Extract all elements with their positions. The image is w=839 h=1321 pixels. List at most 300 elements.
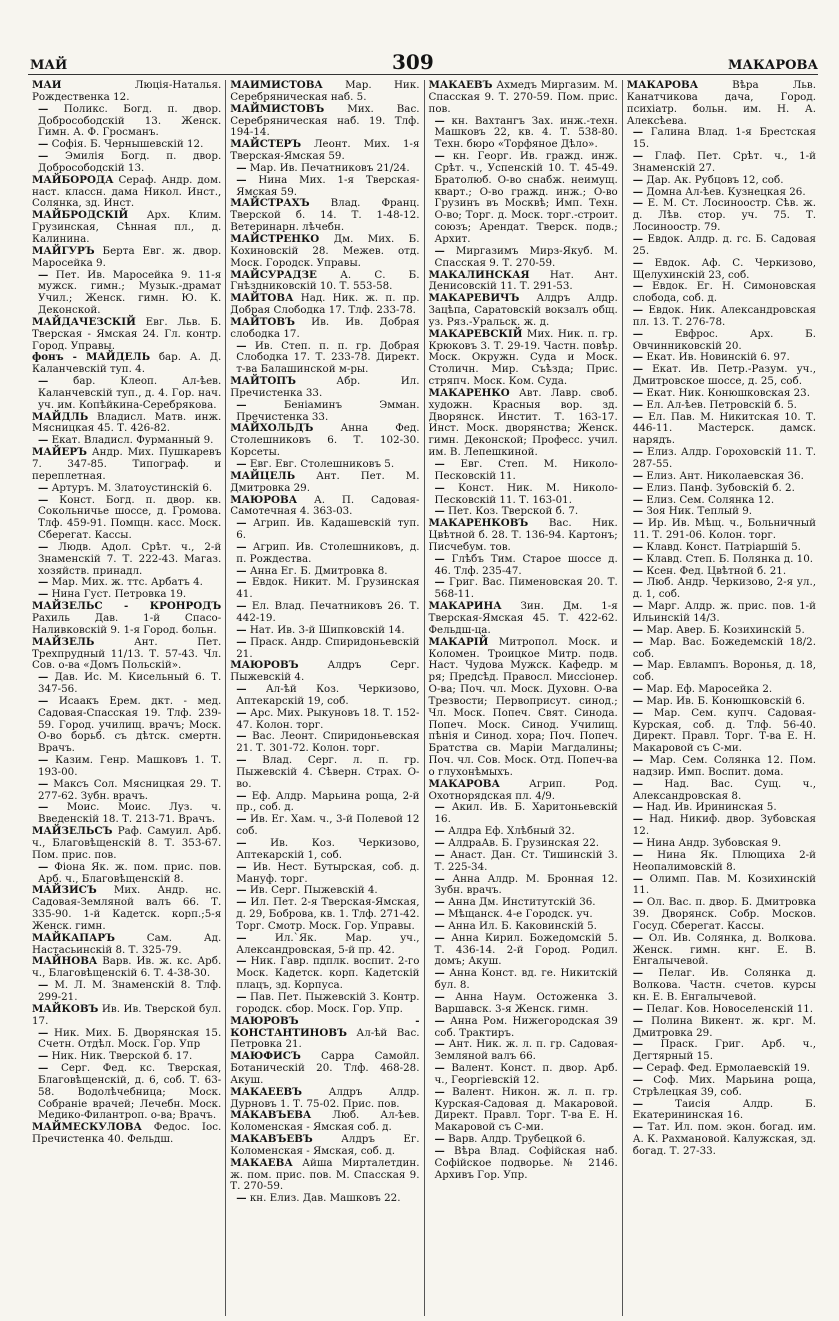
entry-details: Сам. Ад. Настасьинскій 8. Т. 325-79. bbox=[32, 931, 222, 956]
entry-surname: — bbox=[38, 694, 49, 707]
entry-details: Митропол. Моск. и Коломен. Троицкое Митр. подв. Наст. Чудова Мужск. Кафедр. м ря; Предсѣд. Правосл. Миссіонер. О-ва; Поч. чл. Моск. Духовн. О-ва Трезвости; Первоприсут. синод.; Чл. Моск. Попеч. Свят. Синода. Попеч. Моск. Синод. Училищ. пѣнія и Синод. хора; Поч. Попеч. Братства св. Маріи Магдалины; Поч. чл. Сов. Моск. Отд. Попеч-ва о глухонѣмыхъ. bbox=[428, 635, 618, 778]
entry-surname: — bbox=[434, 872, 445, 885]
entry-surname: МАЙМИСТОВА bbox=[230, 80, 323, 91]
directory-entry bbox=[429, 933, 618, 969]
directory-entry bbox=[32, 672, 221, 696]
directory-entry bbox=[230, 1087, 419, 1111]
directory-entry bbox=[32, 755, 221, 779]
entry-details: Клавд. Степ. Б. Полянка д. 10. bbox=[646, 552, 814, 565]
entry-surname: МАЙНОВА bbox=[32, 955, 98, 968]
entry-surname: — bbox=[38, 671, 49, 684]
entry-surname: — bbox=[38, 1050, 49, 1063]
directory-entry bbox=[230, 897, 419, 933]
entry-surname: — bbox=[434, 967, 445, 980]
directory-entry bbox=[32, 104, 221, 140]
entry-details: Людв. Адол. Срѣт. ч., 2-й Знаменскій 7. Т. 222-43. Магаз. хозяйств. принадл. bbox=[38, 540, 222, 577]
directory-entry bbox=[230, 814, 419, 838]
entry-surname: — bbox=[632, 232, 644, 245]
entry-details: Ел. Пав. М. Никитская 10. Т. 446-11. Мастерск. дамск. нарядъ. bbox=[632, 410, 816, 447]
entry-details: Айша Мирталетдин. ж. пом. прис. пов. М. Спасская 9. Т. 270-59. bbox=[230, 1156, 420, 1193]
entry-details: Вѣра Влад. Софійская наб. Софійское подворье. № 2146. Архивъ Гор. Упр. bbox=[434, 1144, 618, 1181]
entry-surname: — bbox=[632, 469, 644, 482]
directory-entry bbox=[429, 874, 618, 898]
entry-details: Над. Ник. ж. п. пр. Добрая Слободка 17. Тлф. 233-78. bbox=[230, 292, 420, 317]
directory-entry bbox=[230, 838, 419, 862]
entry-surname: — bbox=[632, 505, 644, 518]
directory-entry bbox=[429, 483, 618, 507]
entry-surname: — bbox=[632, 398, 644, 411]
entry-surname: — bbox=[632, 1121, 644, 1134]
entry-surname: — bbox=[632, 837, 644, 849]
entry-surname: МАЙТОПЪ bbox=[230, 375, 296, 388]
entry-details: Исаакъ Ерем. дкт. - мед. Садовая-Спасская 19. Тлф. 239-59. Город. училищ. врачъ; Моск. О-во борьб. съ дѣтск. смертн. Врачъ. bbox=[38, 694, 222, 755]
directory-entry bbox=[230, 542, 419, 566]
entry-surname: МАЙ bbox=[32, 80, 62, 91]
directory-entry bbox=[230, 376, 419, 400]
directory-entry bbox=[230, 1193, 419, 1205]
entry-surname: фонъ - МАЙДЕЛЬ bbox=[32, 351, 151, 364]
directory-entry bbox=[627, 305, 816, 329]
entry-details: Сераф. Андр. дом. наст. классн. дама Никол. Инст., Солянка, зд. Инст. bbox=[32, 173, 222, 210]
directory-entry bbox=[32, 80, 221, 104]
directory-entry bbox=[429, 637, 618, 779]
entry-details: Нина Густ. Петровка 19. bbox=[51, 588, 187, 601]
entry-details: Валент. Никон. ж. л. п. гр. Курская-Садовая д. Макаровой. Директ. Правл. Торг. Т-ва Е. Н. Макаровой съ С-ми. bbox=[434, 1085, 618, 1134]
entry-surname: МАКАРЕНКО bbox=[428, 386, 510, 399]
entry-surname: — bbox=[632, 576, 644, 589]
column-3 bbox=[425, 80, 623, 1316]
entry-details: Дм. Мих. Б. Кохиновскій 28. Межев. отд. Моск. Городск. Управы. bbox=[230, 232, 420, 269]
entry-details: Ол. Ив. Солянка, д. Волкова. Женск. гимн. кнг. Е. В. Енгалычевой. bbox=[632, 931, 816, 968]
entry-details: Нина Як. Плющиха 2-й Неопалимовскій 8. bbox=[632, 848, 816, 873]
directory-entry bbox=[627, 1075, 816, 1099]
entry-details: Моис. Моис. Луз. ч. Введенскій 18. Т. 213-71. Врачъ. bbox=[38, 801, 222, 826]
entry-surname: МАКАРЕВСКІЙ bbox=[428, 327, 523, 340]
entry-surname: — bbox=[434, 837, 445, 849]
entry-details: Над. Никиф. двор. Зубовская 12. bbox=[632, 813, 816, 838]
entry-details: Алдръ Серг. Пыжевскій 4. bbox=[230, 659, 420, 684]
directory-entry bbox=[429, 246, 618, 270]
directory-entry bbox=[429, 992, 618, 1016]
entry-surname: — bbox=[434, 150, 445, 163]
entry-details: АлдраАв. Б. Грузинская 22. bbox=[448, 837, 600, 849]
entry-surname: — bbox=[236, 517, 247, 530]
entry-surname: — bbox=[38, 138, 49, 151]
entry-surname: МАЙТОВА bbox=[230, 292, 294, 305]
entry-details: Поликс. Богд. п. двор. Добросободскій 13. Женск. Гимн. А. Ф. Гросманъ. bbox=[38, 102, 222, 139]
entry-details: Екат. Ив. Петр.-Разум. уч., Дмитровское шоссе, д. 25, соб. bbox=[632, 363, 816, 388]
entry-details: Пелаг. Ков. Новоселенскій 11. bbox=[646, 1002, 814, 1015]
entry-surname: — bbox=[632, 493, 644, 506]
entry-surname: — bbox=[632, 351, 644, 364]
entry-details: Марг. Алдр. ж. прис. пов. 1-й Ильинскій 14/3. bbox=[632, 600, 816, 624]
entry-details: Ив. Ив. Тверской бул. 17. bbox=[32, 1002, 222, 1027]
entry-surname: — bbox=[632, 1097, 644, 1110]
entry-surname: МАЮРОВЪ - КОНСТАНТИНОВЪ bbox=[230, 1014, 420, 1039]
entry-details: Праск. Андр. Спиридоньевскій 21. bbox=[236, 635, 420, 660]
directory-entry bbox=[627, 637, 816, 661]
entry-surname: — bbox=[236, 635, 247, 648]
directory-entry bbox=[429, 518, 618, 554]
entry-surname: — bbox=[236, 173, 247, 186]
column-1 bbox=[28, 80, 226, 1316]
entry-surname: — bbox=[434, 552, 445, 565]
entry-surname: — bbox=[236, 398, 247, 411]
entry-surname: — bbox=[38, 1062, 49, 1075]
entry-details: Евг. Евг. Столешниковъ 5. bbox=[249, 458, 395, 470]
entry-surname: МАЙБОРОДА bbox=[32, 173, 114, 186]
entry-details: Мѣщанск. 4-е Городск. уч. bbox=[448, 908, 593, 921]
entry-surname: МАЙДЛЬ bbox=[32, 410, 89, 423]
entry-surname: — bbox=[434, 825, 445, 838]
directory-entry bbox=[32, 933, 221, 957]
entry-details: Нат. Ант. Денисовскій 11. Т. 291-53. bbox=[428, 268, 618, 293]
entry-details: кн. Георг. Ив. гражд. инж. Срѣт. ч., Успенскій 10. Т. 45-49. Братолюб. О-во снабж. неимущ. кварт.; О-во гражд. инж.; О-во Грузинъ въ Москвѣ; Имп. Техн. О-во; Торг. д. Моск. торг.-строит. союзъ; Арендат. Тверск. подв.; Архит. bbox=[434, 150, 618, 245]
entry-surname: — bbox=[632, 813, 644, 826]
entry-surname: — bbox=[434, 801, 445, 814]
directory-entry bbox=[230, 495, 419, 519]
entry-surname: — bbox=[632, 446, 644, 459]
entry-surname: МАКАВЪЕВЪ bbox=[230, 1133, 313, 1146]
entry-details: Мар. Евлампъ. Воронья, д. 18, соб. bbox=[632, 659, 816, 684]
directory-entry bbox=[429, 80, 618, 116]
entry-surname: МАЮРОВА bbox=[230, 493, 298, 506]
entry-surname: — bbox=[434, 458, 445, 470]
entry-details: Ив. Степ. п. п. гр. Добрая Слободка 17. Т. 233-78. Директ. т-ва Балашинской м-ры. bbox=[236, 339, 420, 376]
directory-entry bbox=[32, 637, 221, 673]
entry-details: Елиз. Сем. Солянка 12. bbox=[646, 493, 775, 506]
entry-surname: МАЙКАПАРЪ bbox=[32, 931, 115, 944]
directory-entry bbox=[627, 1099, 816, 1123]
page-number: 309 bbox=[392, 50, 434, 74]
entry-details: Елиз. Ант. Николаевская 36. bbox=[646, 469, 804, 482]
entry-surname: — bbox=[38, 268, 49, 281]
entry-details: Софія. Б. Чернышевскій 12. bbox=[51, 138, 204, 151]
directory-entry bbox=[230, 1158, 419, 1194]
directory-entry bbox=[32, 412, 221, 436]
entry-details: Таисія Алдр. Б. Екатерининская 16. bbox=[632, 1097, 816, 1122]
entry-details: бар. А. Д. Каланчевскій туп. 4. bbox=[32, 351, 222, 376]
entry-surname: МАКАЕВА bbox=[230, 1156, 293, 1169]
entry-surname: — bbox=[236, 990, 247, 1003]
directory-entry bbox=[429, 779, 618, 803]
directory-entry bbox=[230, 341, 419, 377]
directory-entry bbox=[627, 329, 816, 353]
entry-details: Агрип. Ив. Кадашевскій туп. 6. bbox=[236, 517, 420, 542]
directory-entry bbox=[230, 234, 419, 270]
entry-surname: МАКАРОВА bbox=[626, 80, 699, 91]
entry-details: Казим. Генр. Машковъ 1. Т. 193-00. bbox=[38, 754, 222, 778]
entry-details: Алдра Еф. Хлѣбный 32. bbox=[448, 825, 575, 838]
entry-details: А. П. Садовая-Самотечная 4. 363-03. bbox=[230, 493, 420, 518]
entry-surname: МАЙЕРЪ bbox=[32, 446, 87, 459]
directory-entry bbox=[429, 116, 618, 152]
directory-entry bbox=[32, 980, 221, 1004]
entry-surname: МАКАРІЙ bbox=[428, 635, 489, 648]
directory-entry bbox=[32, 1004, 221, 1028]
entry-details: Авт. Лавр. своб. художн. Красныя вор. зд. Дворянск. Инстит. Т. 163-17. Инст. Моск. дворянства; Женск. гимн. Деконской; Професс. учил. им. В. Лепешкиной. bbox=[428, 386, 618, 459]
entry-details: Мар. Ник. Серебряническая наб. 5. bbox=[230, 80, 420, 103]
page-header bbox=[0, 0, 839, 78]
entry-details: Глѣбъ Тим. Старое шоссе д. 46. Тлф. 235-47. bbox=[434, 552, 618, 577]
entry-details: Ил. Пет. 2-я Тверская-Ямская, д. 29, Боброва, кв. 1. Тлф. 271-42. Торг. Смотр. Моск. Гор. Управы. bbox=[236, 896, 420, 932]
entry-details: Праск. Григ. Арб. ч., Дегтярный 15. bbox=[632, 1038, 816, 1063]
entry-surname: — bbox=[434, 931, 445, 944]
directory-entry bbox=[230, 862, 419, 886]
directory-entry bbox=[429, 601, 618, 637]
entry-details: Мар. Сем. купч. Садовая-Курская, соб. д. Тлф. 56-40. Директ. Правл. Торг. Т-ва Е. Н. Макаровой съ С-ми. bbox=[632, 706, 816, 755]
entry-surname: МАКАЕВЪ bbox=[428, 80, 493, 91]
entry-surname: — bbox=[434, 919, 445, 932]
entry-surname: — bbox=[236, 600, 247, 613]
directory-entry bbox=[429, 577, 618, 601]
directory-entry bbox=[32, 696, 221, 755]
entry-details: Мар. Мих. ж. ттс. Арбатъ 4. bbox=[51, 576, 203, 589]
entry-surname: — bbox=[38, 434, 49, 447]
directory-entry bbox=[230, 518, 419, 542]
entry-details: Арх. Клим. Грузинская, Сѣнная пл., д. Калинина. bbox=[32, 209, 222, 245]
entry-details: Ант. Ник. ж. л. п. гр. Садовая-Земляной валъ 66. bbox=[434, 1038, 618, 1063]
entry-surname: — bbox=[236, 683, 247, 696]
entry-details: Анна Конст. вд. ге. Никитскій бул. 8. bbox=[434, 967, 618, 992]
entry-details: Зоя Ник. Теплый 9. bbox=[646, 505, 753, 518]
directory-entry bbox=[627, 364, 816, 388]
entry-surname: — bbox=[632, 173, 644, 186]
entry-surname: — bbox=[236, 896, 247, 909]
entry-surname: — bbox=[38, 481, 49, 494]
entry-surname: — bbox=[632, 327, 644, 340]
directory-entry bbox=[429, 802, 618, 826]
entry-details: Раф. Самуил. Арб. ч., Благовѣщенскій 8. Т. 353-67. Пом. прис. пов. bbox=[32, 825, 222, 861]
entry-surname: — bbox=[38, 979, 49, 992]
entry-details: Беніаминъ Эмман. Пречистенка 33. bbox=[236, 398, 420, 423]
directory-entry bbox=[230, 423, 419, 459]
entry-details: Ив. Серг. Пыжевскій 4. bbox=[249, 884, 378, 897]
directory-entry bbox=[32, 495, 221, 542]
entry-details: Клавд. Конст. Патріаршій 5. bbox=[646, 540, 801, 553]
entry-surname: — bbox=[236, 789, 247, 802]
entry-surname: МАЙХОЛЬДЪ bbox=[230, 422, 314, 435]
entry-surname: — bbox=[434, 1014, 445, 1027]
entry-surname: — bbox=[632, 410, 644, 423]
entry-details: Ант. Пет. Трехпрудный 11/13. Т. 57-43. Чл. Сов. о-ва «Домъ Польскій». bbox=[32, 635, 222, 672]
entry-surname: МАКАРЕВИЧЪ bbox=[428, 292, 520, 305]
entry-details: Елиз. Алдр. Гороховскій 11. Т. 287-55. bbox=[632, 446, 816, 470]
entry-surname: МАЙСУРАДЗЕ bbox=[230, 268, 317, 281]
entry-details: Акил. Ив. Б. Харитоньевскій 16. bbox=[434, 801, 618, 826]
entry-surname: — bbox=[632, 635, 644, 648]
entry-details: Елиз. Панф. Зубовскій б. 2. bbox=[646, 481, 795, 494]
entry-details: Евдок. Аф. С. Черкизово, Щелухинскій 23, соб. bbox=[632, 256, 816, 281]
directory-entry bbox=[32, 151, 221, 175]
directory-entry bbox=[429, 1039, 618, 1063]
directory-entry bbox=[230, 198, 419, 234]
entry-details: Серг. Фед. кс. Тверская, Благовѣщенскій, д. 6, соб. Т. 63-58. Водолѣчебница; Моск. Собраніе врачей; Лечебн. Моск. Медико-Филантроп. о-ва; Врачъ. bbox=[38, 1062, 222, 1122]
entry-details: Варв. Алдр. Трубецкой 6. bbox=[448, 1133, 586, 1146]
directory-entry bbox=[230, 317, 419, 341]
entry-surname: — bbox=[434, 244, 445, 257]
directory-entry bbox=[32, 779, 221, 803]
entry-surname: — bbox=[38, 801, 49, 814]
entry-details: Ив. Ег. Хам. ч., 3-й Полевой 12 соб. bbox=[236, 813, 420, 838]
running-head-left: МАЙ bbox=[30, 58, 68, 73]
directory-entry bbox=[230, 577, 419, 601]
entry-surname: — bbox=[236, 576, 247, 589]
entry-surname: — bbox=[434, 505, 445, 518]
directory-entry bbox=[230, 708, 419, 732]
entry-surname: МАЮРОВЪ bbox=[230, 659, 299, 672]
entry-surname: — bbox=[632, 481, 644, 494]
directory-entry bbox=[230, 956, 419, 992]
entry-details: Ив. Нест. Бутырская, соб. д. Мануф. торг. bbox=[236, 860, 420, 885]
column-2 bbox=[226, 80, 424, 1316]
entry-details: Пелаг. Ив. Солянка д. Волкова. Частн. счетов. курсы кн. Е. В. Енгалычевой. bbox=[632, 967, 816, 1003]
entry-surname: МАЙЗИСЪ bbox=[32, 884, 97, 897]
directory-entry bbox=[429, 1087, 618, 1134]
entry-surname: — bbox=[38, 540, 49, 553]
entry-details: Ник. Мих. Б. Дворянская 15. Счетн. Отдѣл. Моск. Гор. Упр bbox=[38, 1026, 222, 1051]
entry-details: Арс. Мих. Рыкуновъ 18. Т. 152-47. Колон. торг. bbox=[236, 706, 420, 731]
entry-surname: — bbox=[632, 1062, 644, 1075]
directory-entry bbox=[230, 1110, 419, 1134]
entry-details: бар. Клеоп. Ал-ѣев. Каланчевскій туп., д. 4. Гор. нач. уч. им. Копѣйкина-Серебрякова. bbox=[38, 375, 222, 411]
entry-details: Галина Влад. 1-я Брестская 15. bbox=[632, 126, 816, 151]
entry-details: Рахиль Дав. 1-й Спасо-Наливковскій 9. 1-я Город. больн. bbox=[32, 611, 222, 636]
entry-surname: — bbox=[632, 185, 644, 198]
directory-entry bbox=[230, 175, 419, 199]
entry-details: Ир. Ив. Мѣщ. ч., Больничный 11. Т. 291-06. Колон. торг. bbox=[632, 517, 816, 542]
entry-details: Мар. Сем. Солянка 12. Пом. надзир. Имп. Воспит. дома. bbox=[632, 754, 816, 778]
directory-entry bbox=[429, 850, 618, 874]
directory-entry bbox=[32, 1028, 221, 1052]
entry-details: Ник. Ник. Тверской б. 17. bbox=[51, 1050, 193, 1063]
directory-entry bbox=[429, 554, 618, 578]
entry-surname: — bbox=[632, 1073, 644, 1086]
entry-surname: — bbox=[38, 493, 49, 506]
entry-surname: — bbox=[434, 481, 445, 494]
entry-details: Берта Евг. ж. двор. Маросейка 9. bbox=[32, 244, 222, 269]
entry-details: Дав. Ис. М. Кисельный 6. Т. 347-56. bbox=[38, 671, 222, 696]
entry-details: Ник. Гавр. пдплк. воспит. 2-го Моск. Кадетск. корп. Кадетскій плацъ, зд. Корпуса. bbox=[236, 955, 420, 992]
directory-entry bbox=[32, 885, 221, 932]
entry-surname: — bbox=[632, 777, 644, 790]
entry-details: Анна Ил. Б. Каковинскій 5. bbox=[448, 919, 597, 932]
entry-details: Мих. Вас. Серебряническая наб. 19. Тлф. 194-14. bbox=[230, 102, 420, 139]
entry-surname: — bbox=[434, 1144, 445, 1157]
directory-entry bbox=[429, 151, 618, 246]
entry-details: Анаст. Дан. Ст. Тишинскій 3. Т. 225-34. bbox=[434, 848, 618, 873]
entry-details: Соф. Мих. Марьина роща, Стрѣлецкая 39, соб. bbox=[632, 1073, 816, 1098]
entry-details: Екат. Ник. Конюшковская 23. bbox=[646, 386, 810, 399]
entry-surname: — bbox=[632, 517, 644, 530]
entry-details: Григ. Вас. Пименовская 20. Т. 568-11. bbox=[434, 576, 618, 601]
directory-entry bbox=[230, 601, 419, 625]
entry-surname: МАЙКОВЪ bbox=[32, 1002, 99, 1015]
directory-entry bbox=[627, 850, 816, 874]
entry-surname: — bbox=[236, 623, 247, 636]
directory-entry bbox=[32, 1122, 221, 1146]
entry-surname: — bbox=[632, 540, 644, 553]
entry-surname: — bbox=[38, 588, 49, 601]
directory-entry bbox=[230, 731, 419, 755]
directory-entry bbox=[32, 826, 221, 862]
entry-surname: МАЙЦЕЛЬ bbox=[230, 469, 296, 482]
entry-surname: — bbox=[434, 1062, 445, 1075]
directory-entry bbox=[627, 660, 816, 684]
entry-details: Евфрос. Арх. Б. Овчинниковскій 20. bbox=[632, 327, 816, 352]
directory-entry bbox=[429, 293, 618, 329]
entry-surname: — bbox=[632, 967, 644, 980]
entry-surname: МАКАЛИНСКАЯ bbox=[428, 268, 530, 281]
entry-surname: — bbox=[236, 1192, 247, 1205]
directory-entry bbox=[627, 412, 816, 448]
directory-entry bbox=[627, 1016, 816, 1040]
entry-details: Дар. Ак. Рубцовъ 12, соб. bbox=[646, 173, 784, 186]
entry-details: кн. Елиз. Дав. Машковъ 22. bbox=[249, 1192, 401, 1205]
entry-surname: МАЙСТРАХЪ bbox=[230, 197, 310, 210]
entry-surname: — bbox=[632, 694, 644, 707]
directory-entry bbox=[32, 447, 221, 483]
entry-details: Вѣра Льв. Канатчикова дача, Город. психіатр. больн. им. Н. А. Алексѣева. bbox=[626, 80, 816, 127]
directory-entry bbox=[230, 1016, 419, 1052]
directory-entry bbox=[627, 80, 816, 127]
directory-entry bbox=[429, 270, 618, 294]
directory-entry bbox=[32, 376, 221, 412]
entry-surname: МАЙДАЧЕЗСКІЙ bbox=[32, 315, 136, 328]
directory-entry bbox=[230, 139, 419, 163]
entry-details: Алдръ Алдр. Зацѣпа, Саратовскій вокзалъ общ. уз. Ряз.-Уральск. ж. д. bbox=[428, 292, 618, 328]
entry-details: Ив. Коз. Черкизово, Аптекарскій 1, соб. bbox=[236, 837, 420, 861]
entry-details: Агрип. Род. Охотнорядская пл. 4/9. bbox=[428, 777, 618, 802]
entry-details: Валент. Конст. п. двор. Арб. ч., Георгіевскій 12. bbox=[434, 1062, 618, 1086]
entry-details: Сарра Самойл. Ботаническій 20. Тлф. 468-28. Акуш. bbox=[230, 1050, 420, 1086]
entry-surname: — bbox=[632, 1038, 644, 1051]
directory-entry bbox=[32, 601, 221, 637]
entry-details: Е. М. Ст. Лосиноостр. Сѣв. ж. д. Лѣв. стор. уч. 75. Т. Лосиноостр. 79. bbox=[632, 197, 817, 234]
entry-details: Вас. Ник. Цвѣтной б. 28. Т. 136-94. Картонъ; Писчебум. тов. bbox=[428, 517, 618, 553]
directory-entry bbox=[627, 755, 816, 779]
directory-entry bbox=[230, 1134, 419, 1158]
directory-entry bbox=[627, 127, 816, 151]
entry-details: Мих. Андр. нс. Садовая-Земляной валъ 66. Т. 335-90. 1-й Кадетск. корп.;5-я Женск. гимн. bbox=[32, 884, 222, 932]
entry-details: Мар. Авер. Б. Козихинскій 5. bbox=[646, 623, 805, 636]
entry-surname: — bbox=[632, 386, 644, 399]
entry-surname: — bbox=[236, 458, 247, 470]
entry-details: Мар. Еф. Маросейка 2. bbox=[646, 683, 773, 696]
entry-surname: — bbox=[38, 777, 49, 790]
entry-details: Ал-ѣй Коз. Черкизово, Аптекарскій 19, соб. bbox=[236, 683, 420, 707]
directory-entry bbox=[230, 933, 419, 957]
entry-details: кн. Вахтангъ Зах. инж.-техн. Машковъ 22, кв. 4. Т. 538-80. Техн. бюро «Торфяное Дѣло». bbox=[434, 114, 618, 151]
entry-details: Ант. Пет. М. Дмитровка 29. bbox=[230, 469, 420, 494]
entry-details: Ахмедъ Миргазим. М. Спасская 9. Т. 270-59. Пом. прис. пов. bbox=[428, 80, 618, 115]
entry-details: Вас. Леонт. Спиридоньевская 21. Т. 301-72. Колон. торг. bbox=[236, 730, 420, 755]
entry-surname: — bbox=[38, 1026, 49, 1039]
entry-surname: — bbox=[236, 955, 247, 968]
directory-entry bbox=[32, 270, 221, 317]
entry-details: Анна Кирил. Божедомскій 5. Т. 436-14. 2-й Город. Родил. домъ; Акуш. bbox=[434, 931, 618, 968]
entry-surname: — bbox=[632, 280, 644, 293]
entry-surname: — bbox=[632, 683, 644, 696]
directory-entry bbox=[627, 258, 816, 282]
directory-entry bbox=[429, 968, 618, 992]
entry-details: Анна Фед. Столешниковъ 6. Т. 102-30. Корсеты. bbox=[230, 422, 420, 459]
entry-details: Над. Вас. Сущ. ч., Александровская 8. bbox=[632, 777, 816, 802]
entry-surname: МАКАЕЕВЪ bbox=[230, 1085, 303, 1098]
directory-entry bbox=[230, 1051, 419, 1087]
directory-entry bbox=[32, 956, 221, 980]
entry-details: Ел. Влад. Печатниковъ 26. Т. 442-19. bbox=[236, 600, 420, 624]
